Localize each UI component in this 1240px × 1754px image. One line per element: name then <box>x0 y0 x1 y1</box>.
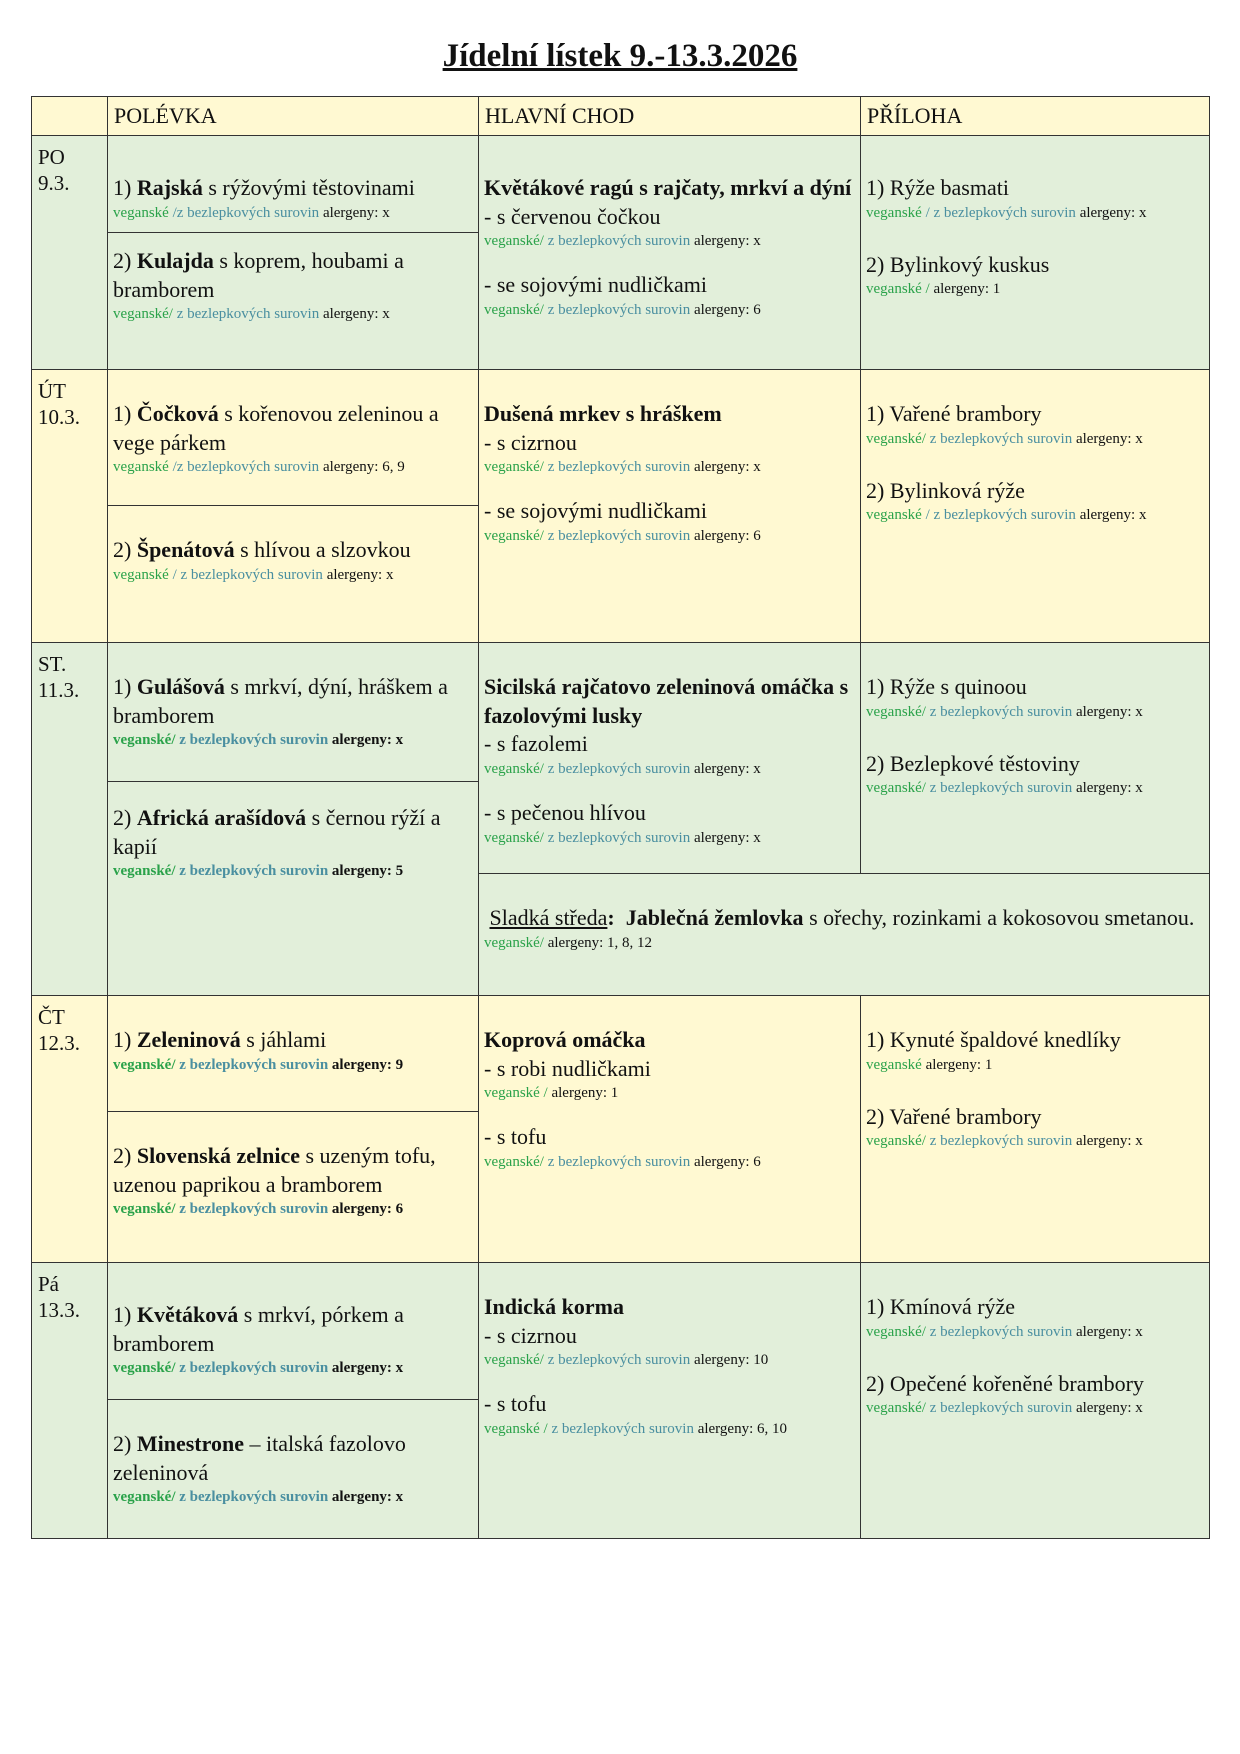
side-dish-text: 2) Bylinkový kuskus <box>866 251 1050 277</box>
allergens: alergeny: 6, 10 <box>697 1421 787 1438</box>
gluten-free-tag: z bezlepkových surovin <box>929 1400 1073 1417</box>
vegan-tag: veganské/ <box>113 1489 176 1506</box>
diet-tags <box>866 1322 1204 1342</box>
vegan-tag: veganské <box>866 1056 922 1073</box>
vegan-tag: veganské/ <box>484 528 544 545</box>
main-variant <box>484 730 855 779</box>
soup-name: 2) Minestrone – italská fazolovo zeleninová <box>113 1431 406 1485</box>
main-dish-name: Indická korma <box>484 1294 624 1319</box>
side-dish <box>866 1103 1204 1152</box>
soup-name: 2) Africká arašídová s černou rýží a kapií <box>113 805 441 859</box>
header-day <box>32 97 108 136</box>
side-dish <box>866 174 1204 223</box>
main-dish-name: Dušená mrkev s hráškem <box>484 401 722 426</box>
vegan-tag: veganské/ <box>484 233 544 250</box>
side-dish-text: 1) Rýže basmati <box>866 175 1009 200</box>
day-row <box>32 643 1210 782</box>
allergens: alergeny: 5 <box>331 863 404 880</box>
soup-name: 1) Rajská s rýžovými těstovinami <box>113 175 415 200</box>
gluten-free-tag: z bezlepkových surovin <box>179 1201 329 1218</box>
allergens: alergeny: x <box>693 829 761 846</box>
diet-tags <box>866 279 1204 299</box>
main-variant <box>484 1055 855 1104</box>
day-row <box>32 996 1210 1112</box>
diet-tags <box>866 702 1204 722</box>
vegan-tag: veganské/ <box>484 760 544 777</box>
day-row <box>32 370 1210 506</box>
diet-tags <box>484 933 1204 953</box>
side-dish <box>866 251 1204 300</box>
vegan-tag: veganské/ <box>113 306 173 323</box>
main-variant-text: - s tofu <box>484 1124 547 1150</box>
side-dish <box>866 400 1204 449</box>
vegan-tag: veganské/ <box>866 703 926 720</box>
diet-tags <box>484 1419 855 1439</box>
gluten-free-tag: z bezlepkových surovin <box>179 1360 329 1377</box>
vegan-tag: veganské/ <box>484 1352 544 1369</box>
allergens: alergeny: 9 <box>331 1056 404 1073</box>
soup-cell <box>108 233 479 370</box>
allergens: alergeny: 1 <box>925 1056 993 1073</box>
vegan-tag: veganské/ <box>484 1154 544 1171</box>
diet-tags <box>866 1398 1204 1418</box>
gluten-free-tag: z bezlepkových surovin <box>176 306 320 323</box>
main-variant-text: - s fazolemi <box>484 731 588 757</box>
diet-tags <box>113 1358 473 1378</box>
main-variant-text: - s robi nudličkami <box>484 1055 651 1081</box>
side-cell <box>861 136 1210 370</box>
gluten-free-tag: z bezlepkových surovin <box>547 528 691 545</box>
vegan-tag: veganské/ <box>866 780 926 797</box>
vegan-tag: veganské/ <box>484 302 544 319</box>
gluten-free-tag: / z bezlepkových surovin <box>172 566 323 583</box>
side-dish <box>866 1026 1204 1075</box>
allergens: alergeny: x <box>1079 204 1147 221</box>
gluten-free-tag: z bezlepkových surovin <box>547 233 691 250</box>
diet-tags <box>484 828 855 848</box>
main-cell <box>479 1263 861 1539</box>
soup-cell <box>108 506 479 643</box>
gluten-free-tag: z bezlepkových surovin <box>547 1352 691 1369</box>
side-dish <box>866 1370 1204 1419</box>
main-dish-name: Květákové ragú s rajčaty, mrkví a dýní <box>484 175 852 200</box>
allergens: alergeny: x <box>331 732 404 749</box>
day-cell: ČT 12.3. <box>32 996 108 1263</box>
diet-tags <box>484 526 855 546</box>
main-variant-text: - s cizrnou <box>484 1322 577 1348</box>
diet-tags <box>113 1055 473 1075</box>
header-side: PŘÍLOHA <box>861 97 1210 136</box>
soup-cell <box>108 1112 479 1263</box>
diet-tags <box>113 1487 473 1507</box>
soup-name: 1) Gulášová s mrkví, dýní, hráškem a bramborem <box>113 674 448 728</box>
main-variant <box>484 1322 855 1371</box>
gluten-free-tag: z bezlepkových surovin <box>179 863 329 880</box>
main-variant <box>484 271 855 320</box>
allergens: alergeny: 10 <box>693 1352 769 1369</box>
main-variant <box>484 497 855 546</box>
gluten-free-tag: z bezlepkových surovin <box>547 760 691 777</box>
side-cell <box>861 643 1210 874</box>
diet-tags <box>484 1152 855 1172</box>
diet-tags <box>866 203 1204 223</box>
side-dish-text: 1) Rýže s quinoou <box>866 674 1027 699</box>
allergens: alergeny: 1 <box>551 1085 619 1102</box>
diet-tags <box>866 1055 1204 1075</box>
gluten-free-tag: / z bezlepkových surovin <box>925 507 1076 524</box>
allergens: alergeny: 1, 8, 12 <box>547 934 653 951</box>
vegan-tag: veganské/ <box>113 1056 176 1073</box>
vegan-tag: veganské / <box>866 281 930 298</box>
soup-name: 1) Zeleninová s jáhlami <box>113 1027 327 1052</box>
main-dish-name: Sicilská rajčatovo zeleninová omáčka s fazolovými lusky <box>484 674 849 728</box>
main-variant <box>484 203 855 252</box>
soup-name: 2) Špenátová s hlívou a slzovkou <box>113 537 411 562</box>
diet-tags <box>484 1350 855 1370</box>
vegan-tag: veganské/ <box>113 1360 176 1377</box>
main-variant-text: - s červenou čočkou <box>484 203 661 229</box>
main-variant-text: - s cizrnou <box>484 429 577 455</box>
allergens: alergeny: x <box>326 566 394 583</box>
vegan-tag: veganské/ <box>484 459 544 476</box>
vegan-tag: veganské/ <box>866 1400 926 1417</box>
allergens: alergeny: x <box>693 233 761 250</box>
allergens: alergeny: x <box>331 1489 404 1506</box>
day-cell: PO 9.3. <box>32 136 108 370</box>
vegan-tag: veganské <box>113 566 169 583</box>
day-row <box>32 1263 1210 1400</box>
diet-tags <box>484 759 855 779</box>
allergens: alergeny: x <box>331 1360 404 1377</box>
gluten-free-tag: z bezlepkových surovin <box>547 459 691 476</box>
diet-tags <box>866 429 1204 449</box>
main-variant <box>484 1123 855 1172</box>
soup-cell <box>108 643 479 782</box>
vegan-tag: veganské/ <box>113 1201 176 1218</box>
main-variant-text: - se sojovými nudličkami <box>484 272 708 298</box>
allergens: alergeny: x <box>1075 430 1143 447</box>
vegan-tag: veganské / <box>484 1085 548 1102</box>
gluten-free-tag: z bezlepkových surovin <box>547 302 691 319</box>
main-variant <box>484 1390 855 1439</box>
diet-tags <box>866 1131 1204 1151</box>
main-variant-text: - se sojovými nudličkami <box>484 498 708 524</box>
allergens: alergeny: x <box>1075 1323 1143 1340</box>
allergens: alergeny: x <box>1075 780 1143 797</box>
page-title: Jídelní lístek 9.-13.3.2026 <box>442 38 798 74</box>
vegan-tag: veganské / <box>484 1421 548 1438</box>
day-cell: ST. 11.3. <box>32 643 108 996</box>
vegan-tag: veganské/ <box>866 1323 926 1340</box>
vegan-tag: veganské <box>113 204 169 221</box>
allergens: alergeny: x <box>693 459 761 476</box>
gluten-free-tag: z bezlepkových surovin <box>179 1056 329 1073</box>
soup-cell <box>108 1400 479 1539</box>
main-cell <box>479 370 861 643</box>
vegan-tag: veganské <box>866 507 922 524</box>
day-cell: ÚT 10.3. <box>32 370 108 643</box>
allergens: alergeny: x <box>1079 507 1147 524</box>
side-dish-text: 1) Kynuté špaldové knedlíky <box>866 1027 1121 1052</box>
gluten-free-tag: z bezlepkových surovin <box>551 1421 694 1438</box>
gluten-free-tag: z bezlepkových surovin <box>179 732 329 749</box>
gluten-free-tag: z bezlepkových surovin <box>179 1489 329 1506</box>
sweet-cell <box>479 874 1210 996</box>
soup-name: 2) Slovenská zelnice s uzeným tofu, uzenou paprikou a bramborem <box>113 1143 436 1197</box>
main-variant-text: - s pečenou hlívou <box>484 800 646 826</box>
allergens: alergeny: 6 <box>693 1154 761 1171</box>
main-variant <box>484 429 855 478</box>
vegan-tag: veganské/ <box>484 829 544 846</box>
soup-cell <box>108 136 479 233</box>
sweet-dish: Sladká středa: Jablečná žemlovka s ořechy, rozinkami a kokosovou smetanou. <box>489 905 1195 930</box>
menu-table <box>31 96 1210 1539</box>
diet-tags <box>484 457 855 477</box>
vegan-tag: veganské/ <box>866 1133 926 1150</box>
allergens: alergeny: 6 <box>331 1201 404 1218</box>
side-dish-text: 1) Kmínová rýže <box>866 1294 1016 1319</box>
diet-tags <box>866 778 1204 798</box>
day-row <box>32 136 1210 233</box>
allergens: alergeny: 6 <box>693 302 761 319</box>
side-cell <box>861 370 1210 643</box>
diet-tags <box>113 457 473 477</box>
main-variant-text: - s tofu <box>484 1391 547 1417</box>
header-row <box>32 97 1210 136</box>
allergens: alergeny: 1 <box>933 281 1001 298</box>
side-dish-text: 2) Bylinková rýže <box>866 477 1025 503</box>
gluten-free-tag: z bezlepkových surovin <box>547 1154 691 1171</box>
diet-tags <box>113 304 473 324</box>
side-dish-text: 2) Vařené brambory <box>866 1103 1042 1129</box>
gluten-free-tag: z bezlepkových surovin <box>929 1323 1073 1340</box>
day-cell: Pá 13.3. <box>32 1263 108 1539</box>
gluten-free-tag: /z bezlepkových surovin <box>172 459 320 476</box>
header-soup: POLÉVKA <box>108 97 479 136</box>
gluten-free-tag: z bezlepkových surovin <box>929 430 1073 447</box>
side-dish <box>866 750 1204 799</box>
gluten-free-tag: z bezlepkových surovin <box>929 703 1073 720</box>
allergens: alergeny: x <box>1075 1133 1143 1150</box>
vegan-tag: veganské <box>113 459 169 476</box>
soup-cell <box>108 782 479 996</box>
allergens: alergeny: x <box>1075 703 1143 720</box>
soup-cell <box>108 996 479 1112</box>
allergens: alergeny: x <box>322 306 390 323</box>
diet-tags <box>484 231 855 251</box>
diet-tags <box>113 1199 473 1219</box>
gluten-free-tag: /z bezlepkových surovin <box>172 204 320 221</box>
side-dish-text: 1) Vařené brambory <box>866 401 1042 426</box>
allergens: alergeny: 6 <box>693 528 761 545</box>
side-dish <box>866 477 1204 526</box>
soup-cell <box>108 370 479 506</box>
main-cell <box>479 136 861 370</box>
allergens: alergeny: x <box>1075 1400 1143 1417</box>
gluten-free-tag: z bezlepkových surovin <box>547 829 691 846</box>
vegan-tag: veganské/ <box>866 430 926 447</box>
soup-name: 2) Kulajda s koprem, houbami a bramborem <box>113 248 404 302</box>
side-cell <box>861 996 1210 1263</box>
allergens: alergeny: 6, 9 <box>322 459 405 476</box>
vegan-tag: veganské/ <box>113 863 176 880</box>
diet-tags <box>866 505 1204 525</box>
diet-tags <box>484 300 855 320</box>
vegan-tag: veganské <box>866 204 922 221</box>
vegan-tag: veganské/ <box>113 732 176 749</box>
diet-tags <box>113 861 473 881</box>
allergens: alergeny: x <box>322 204 390 221</box>
side-dish-text: 2) Opečené kořeněné brambory <box>866 1370 1144 1396</box>
main-cell <box>479 996 861 1263</box>
main-variant <box>484 799 855 848</box>
vegan-tag: veganské/ <box>484 934 544 951</box>
diet-tags <box>113 565 473 585</box>
diet-tags <box>113 203 473 223</box>
side-dish <box>866 673 1204 722</box>
diet-tags <box>113 730 473 750</box>
main-dish-name: Koprová omáčka <box>484 1027 646 1052</box>
side-dish-text: 2) Bezlepkové těstoviny <box>866 750 1080 776</box>
side-cell <box>861 1263 1210 1539</box>
soup-name: 1) Čočková s kořenovou zeleninou a vege párkem <box>113 401 439 455</box>
soup-name: 1) Květáková s mrkví, pórkem a bramborem <box>113 1302 404 1356</box>
soup-cell <box>108 1263 479 1400</box>
gluten-free-tag: / z bezlepkových surovin <box>925 204 1076 221</box>
main-cell <box>479 643 861 874</box>
side-dish <box>866 1293 1204 1342</box>
allergens: alergeny: x <box>693 760 761 777</box>
diet-tags <box>484 1083 855 1103</box>
gluten-free-tag: z bezlepkových surovin <box>929 1133 1073 1150</box>
header-main: HLAVNÍ CHOD <box>479 97 861 136</box>
gluten-free-tag: z bezlepkových surovin <box>929 780 1073 797</box>
